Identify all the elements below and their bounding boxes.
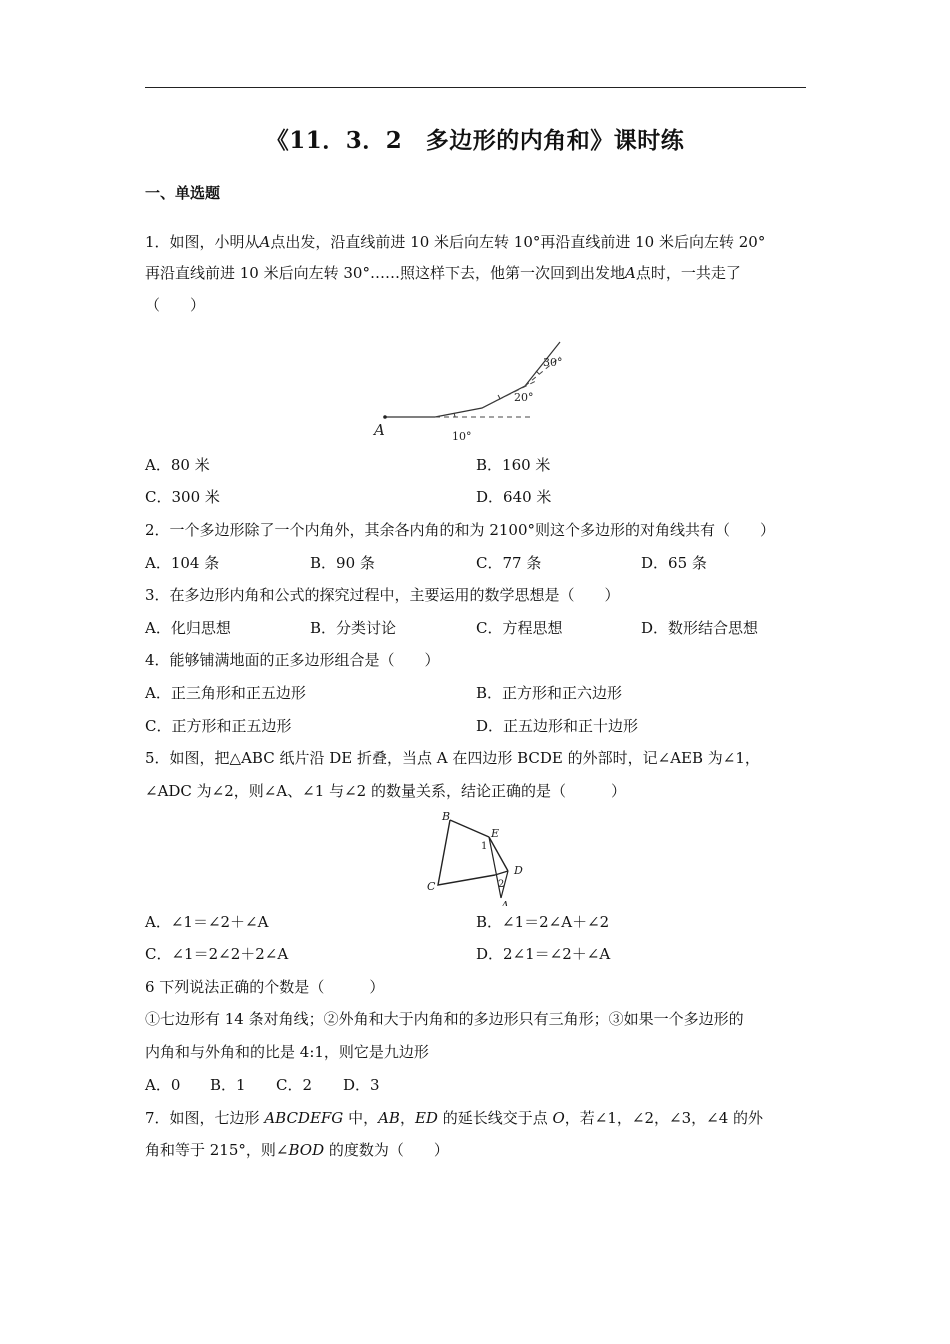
q3-option-d: D．数形结合思想: [641, 619, 759, 637]
q2-stem: 2．一个多边形除了一个内角外，其余各内角的和为 2100°则这个多边形的对角线共有（ ）: [145, 521, 775, 539]
q6-option-a: A．0: [145, 1076, 181, 1094]
q7-stem-line1: 7．如图，七边形 ABCDEFG 中，AB，ED 的延长线交于点 O，若∠1，∠2，∠3，∠4 的外: [145, 1109, 764, 1127]
q5-stem-line2: ∠ADC 为∠2，则∠A、∠1 与∠2 的数量关系，结论正确的是（ ）: [145, 782, 626, 800]
section-heading: 一、单选题: [145, 184, 221, 202]
q1-fig-label-a: A: [374, 421, 385, 439]
q5-option-a: A．∠1＝∠2＋∠A: [145, 913, 269, 931]
q5-edge-be: [450, 820, 489, 837]
q1-stem-line2: 再沿直线前进 10 米后向左转 30°……照这样下去，他第一次回到出发地A点时，一共走了: [145, 264, 741, 282]
q6-stem: 6 下列说法正确的个数是（ ）: [145, 978, 385, 996]
q3-option-a: A．化归思想: [145, 619, 231, 637]
q5-label-e: E: [491, 827, 500, 840]
q1-point-label: A: [259, 233, 271, 251]
q5-label-a: A: [501, 899, 509, 906]
q2-option-d: D．65 条: [641, 554, 707, 572]
q1-stem-line3: （ ）: [145, 296, 206, 314]
q4-option-c: C．正方形和正五边形: [145, 717, 292, 735]
q4-option-d: D．正五边形和正十边形: [476, 717, 639, 735]
q1-angle-arc-2: [498, 395, 500, 399]
q1-stem-line1: 1．如图，小明从A点出发，沿直线前进 10 米后向左转 10°再沿直线前进 10 米后向左转 20°: [145, 233, 766, 251]
q1-start-point: [383, 415, 387, 419]
q1-option-a: A．80 米: [145, 456, 210, 474]
q3-stem: 3．在多边形内角和公式的探究过程中，主要运用的数学思想是（ ）: [145, 586, 620, 604]
q2-option-a: A．104 条: [145, 554, 220, 572]
header-rule: [145, 87, 806, 88]
q5-label-angle1: 1: [481, 841, 488, 852]
q5-edge-bcd: [438, 820, 495, 885]
q5-option-c: C．∠1＝2∠2＋2∠A: [145, 945, 289, 963]
q2-option-b: B．90 条: [310, 554, 375, 572]
q7-stem-line2: 角和等于 215°，则∠BOD 的度数为（ ）: [145, 1141, 449, 1159]
q6-option-c: C．2: [276, 1076, 313, 1094]
q4-option-a: A．正三角形和正五边形: [145, 684, 306, 702]
q5-label-c: C: [427, 880, 436, 893]
q6-statement-line1: ①七边形有 14 条对角线；②外角和大于内角和的多边形只有三角形；③如果一个多边形的: [145, 1010, 744, 1028]
q5-label-angle2: 2: [498, 879, 505, 890]
q5-label-d: D: [514, 864, 523, 877]
q1-fig-angle-30: 30°: [543, 356, 563, 369]
q1-fig-angle-20: 20°: [514, 391, 534, 404]
q1-option-b: B．160 米: [476, 456, 551, 474]
q4-stem: 4．能够铺满地面的正多边形组合是（ ）: [145, 651, 440, 669]
q5-stem-line1: 5．如图，把△ABC 纸片沿 DE 折叠，当点 A 在四边形 BCDE 的外部时，记∠AEB 为∠1，: [145, 749, 760, 767]
q3-option-b: B．分类讨论: [310, 619, 397, 637]
q1-figure: [360, 338, 580, 452]
q1-path-line: [385, 342, 560, 417]
q5-edge-cd-end: [495, 871, 508, 875]
q6-option-b: B．1: [210, 1076, 246, 1094]
q1-option-d: D．640 米: [476, 488, 552, 506]
q2-option-c: C．77 条: [476, 554, 542, 572]
q6-option-d: D．3: [343, 1076, 380, 1094]
q4-option-b: B．正方形和正六边形: [476, 684, 623, 702]
page-title: 《11．3．2 多边形的内角和》课时练: [265, 127, 685, 154]
q1-option-c: C．300 米: [145, 488, 220, 506]
q5-label-b: B: [442, 810, 451, 823]
q5-option-b: B．∠1＝2∠A＋∠2: [476, 913, 610, 931]
q1-fig-angle-10: 10°: [452, 430, 472, 443]
q6-statement-line2: 内角和与外角和的比是 4:1，则它是九边形: [145, 1043, 429, 1061]
q5-option-d: D．2∠1＝∠2＋∠A: [476, 945, 611, 963]
q5-figure: [420, 806, 535, 910]
q3-option-c: C．方程思想: [476, 619, 563, 637]
